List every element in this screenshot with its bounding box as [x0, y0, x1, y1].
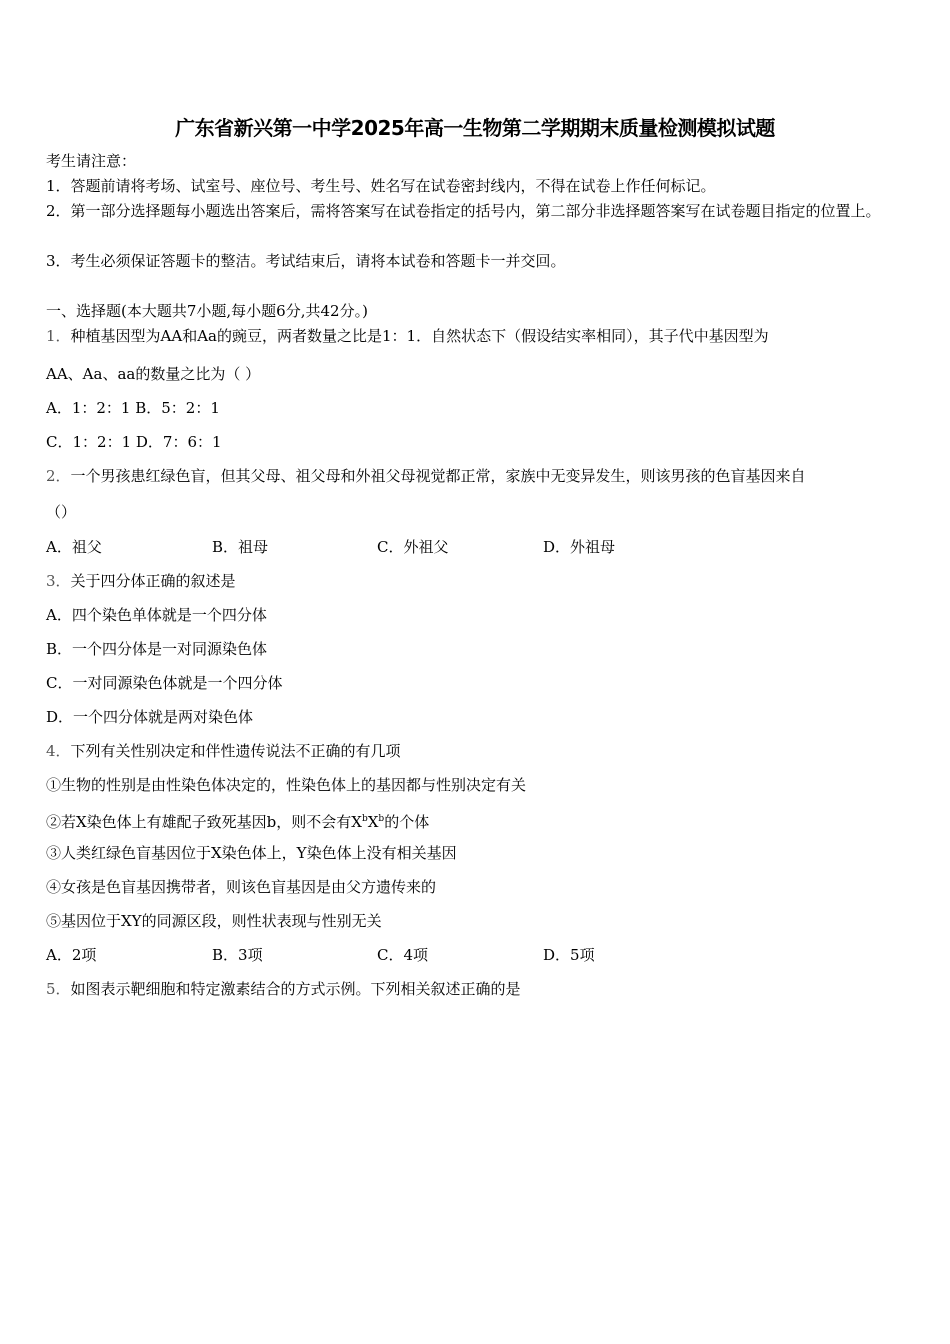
superscript: b — [361, 814, 368, 824]
question-1-cont: AA、Aa、aa的数量之比为（ ） — [46, 365, 261, 383]
question-text: 一个男孩患红绿色盲，但其父母、祖父母和外祖父母视觉都正常，家族中无变异发生，则该男孩的色盲基因来自 — [70, 467, 806, 485]
statement-2-text: ②若X染色体上有雄配子致死基因b，则不会有X — [46, 813, 362, 831]
question-2-option-a: A．祖父 — [46, 538, 102, 556]
question-number: 1． — [46, 327, 71, 345]
question-5 — [46, 979, 521, 999]
question-number: 2． — [46, 467, 71, 485]
question-text: 种植基因型为AA和Aa的豌豆，两者数量之比是1：1．自然状态下（假设结实率相同），其子代中基因型为 — [70, 327, 769, 345]
question-3-option-d: D．一个四分体就是两对染色体 — [46, 708, 254, 726]
question-3 — [46, 571, 236, 591]
question-number: 4． — [46, 742, 71, 760]
question-3-option-a: A．四个染色单体就是一个四分体 — [46, 606, 267, 624]
question-2 — [46, 466, 806, 486]
page-title: 广东省新兴第一中学2025年高一生物第二学期期末质量检测模拟试题 — [175, 116, 775, 140]
statement-4: ④女孩是色盲基因携带者，则该色盲基因是由父方遗传来的 — [46, 878, 437, 896]
question-4-option-c: C．4项 — [377, 946, 429, 964]
question-2-option-d: D．外祖母 — [543, 538, 616, 556]
statement-2 — [46, 809, 429, 832]
question-text: 关于四分体正确的叙述是 — [70, 572, 236, 590]
question-1-options-row2: C．1：2：1 D．7：6：1 — [46, 433, 222, 451]
question-number: 5． — [46, 980, 71, 998]
statement-3: ③人类红绿色盲基因位于X染色体上，Y染色体上没有相关基因 — [46, 844, 457, 862]
question-1 — [46, 326, 769, 346]
question-3-option-b: B．一个四分体是一对同源染色体 — [46, 640, 268, 658]
question-4-option-a: A．2项 — [46, 946, 97, 964]
section-heading: 一、选择题(本大题共7小题,每小题6分,共42分。) — [46, 302, 368, 320]
statement-5: ⑤基因位于XY的同源区段，则性状表现与性别无关 — [46, 912, 382, 930]
notice-item-3: 3．考生必须保证答题卡的整洁。考试结束后，请将本试卷和答题卡一并交回。 — [46, 252, 566, 270]
question-2-option-c: C．外祖父 — [377, 538, 449, 556]
question-4 — [46, 741, 401, 761]
question-2-option-b: B．祖母 — [212, 538, 269, 556]
question-number: 3． — [46, 572, 71, 590]
question-2-cont: （） — [46, 503, 77, 521]
question-4-option-b: B．3项 — [212, 946, 263, 964]
question-text: 如图表示靶细胞和特定激素结合的方式示例。下列相关叙述正确的是 — [70, 980, 521, 998]
notice-item-2: 2．第一部分选择题每小题选出答案后，需将答案写在试卷指定的括号内，第二部分非选择题答案写在试卷题目指定的位置上。 — [46, 202, 881, 220]
statement-1: ①生物的性别是由性染色体决定的，性染色体上的基因都与性别决定有关 — [46, 776, 527, 794]
question-text: 下列有关性别决定和伴性遗传说法不正确的有几项 — [70, 742, 401, 760]
question-3-option-c: C．一对同源染色体就是一个四分体 — [46, 674, 283, 692]
notice-heading: 考生请注意： — [46, 152, 137, 170]
question-1-options-row1: A．1：2：1 B．5：2：1 — [46, 399, 220, 417]
question-4-option-d: D．5项 — [543, 946, 595, 964]
notice-item-1: 1．答题前请将考场、试室号、座位号、考生号、姓名写在试卷密封线内，不得在试卷上作任何标记。 — [46, 177, 716, 195]
statement-2-text: 的个体 — [384, 813, 430, 831]
statement-2-text: X — [367, 813, 379, 831]
superscript: b — [378, 814, 385, 824]
